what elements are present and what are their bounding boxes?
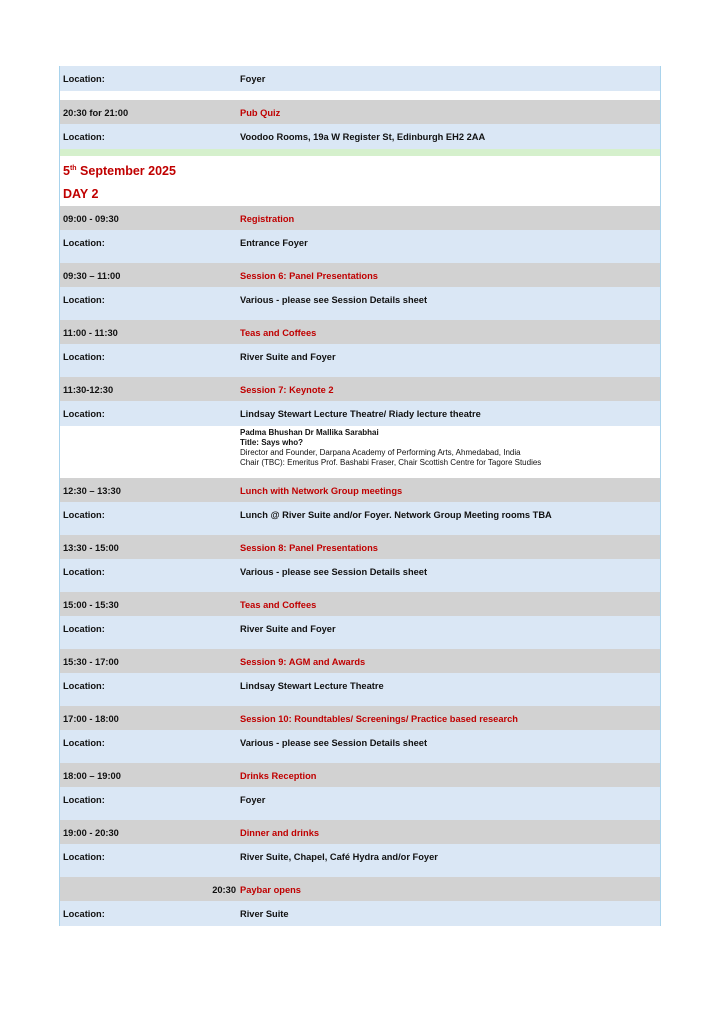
table-row xyxy=(60,763,660,787)
table-row xyxy=(60,206,660,230)
session-time: 09:00 - 09:30 xyxy=(63,214,119,224)
location-value: Lindsay Stewart Lecture Theatre xyxy=(240,681,384,691)
keynote-speaker: Padma Bhushan Dr Mallika Sarabhai xyxy=(240,428,379,437)
table-row xyxy=(60,124,660,149)
location-value: Various - please see Session Details sheet xyxy=(240,295,428,305)
session-title: Pub Quiz xyxy=(240,108,281,118)
location-label: Location: xyxy=(63,409,105,419)
table-row xyxy=(60,901,660,926)
session-time: 15:00 - 15:30 xyxy=(63,600,119,610)
location-value: River Suite, Chapel, Café Hydra and/or Foyer xyxy=(240,852,438,862)
spacer-row xyxy=(60,641,660,649)
keynote-title: Title: Says who? xyxy=(240,438,303,447)
location-label: Location: xyxy=(63,852,105,862)
session-time: 09:30 – 11:00 xyxy=(63,271,121,281)
session-title: Session 8: Panel Presentations xyxy=(240,543,378,553)
session-title: Session 7: Keynote 2 xyxy=(240,385,334,395)
location-value: Foyer xyxy=(240,74,266,84)
session-time: 20:30 for 21:00 xyxy=(63,108,129,118)
table-row xyxy=(60,706,660,730)
spacer-row xyxy=(60,698,660,706)
session-time: 11:30-12:30 xyxy=(63,385,114,395)
table-row xyxy=(60,377,660,401)
session-time: 15:30 - 17:00 xyxy=(63,657,119,667)
session-time: 18:00 – 19:00 xyxy=(63,771,121,781)
spacer-row xyxy=(60,312,660,320)
table-row xyxy=(60,559,660,584)
session-title: Teas and Coffees xyxy=(240,328,317,338)
session-title: Lunch with Network Group meetings xyxy=(240,486,403,496)
location-value: River Suite and Foyer xyxy=(240,624,336,634)
session-title: Drinks Reception xyxy=(240,771,317,781)
location-value: River Suite xyxy=(240,909,289,919)
keynote-details xyxy=(240,428,541,468)
location-label: Location: xyxy=(63,74,105,84)
location-label: Location: xyxy=(63,295,105,305)
table-row xyxy=(60,502,660,527)
spacer-row xyxy=(60,149,660,156)
table-row xyxy=(60,401,660,426)
location-label: Location: xyxy=(63,510,105,520)
location-label: Location: xyxy=(63,132,105,142)
location-label: Location: xyxy=(63,567,105,577)
table-row xyxy=(60,877,660,901)
date-heading: 5th September 2025 xyxy=(63,164,176,178)
spacer-row xyxy=(60,869,660,877)
session-time: 17:00 - 18:00 xyxy=(63,714,119,724)
session-time: 13:30 - 15:00 xyxy=(63,543,119,553)
spacer-row xyxy=(60,755,660,763)
session-title: Session 6: Panel Presentations xyxy=(240,271,378,281)
location-label: Location: xyxy=(63,795,105,805)
table-row xyxy=(60,730,660,755)
spacer-row xyxy=(60,527,660,535)
session-time: 20:30 xyxy=(212,885,236,895)
session-title: Dinner and drinks xyxy=(240,828,320,838)
spacer-row xyxy=(60,255,660,263)
spacer-row xyxy=(60,584,660,592)
location-label: Location: xyxy=(63,352,105,362)
table-row xyxy=(60,100,660,124)
session-time: 11:00 - 11:30 xyxy=(63,328,118,338)
location-value: Lunch @ River Suite and/or Foyer. Network Group Meeting rooms TBA xyxy=(240,510,552,520)
schedule-table xyxy=(60,66,660,926)
table-row xyxy=(60,287,660,312)
table-row xyxy=(60,649,660,673)
location-value: Various - please see Session Details sheet xyxy=(240,738,428,748)
day-heading: DAY 2 xyxy=(63,187,99,201)
table-row xyxy=(60,616,660,641)
keynote-chair: Chair (TBC): Emeritus Prof. Bashabi Fraser, Chair Scottish Centre for Tagore Studies xyxy=(240,458,542,467)
session-title: Session 9: AGM and Awards xyxy=(240,657,366,667)
location-value: Various - please see Session Details sheet xyxy=(240,567,428,577)
table-row xyxy=(60,320,660,344)
location-value: Entrance Foyer xyxy=(240,238,308,248)
session-title: Session 10: Roundtables/ Screenings/ Practice based research xyxy=(240,714,518,724)
spacer-row xyxy=(60,91,660,100)
table-row xyxy=(60,673,660,698)
location-value: Lindsay Stewart Lecture Theatre/ Riady lecture theatre xyxy=(240,409,481,419)
location-value: River Suite and Foyer xyxy=(240,352,336,362)
keynote-role: Director and Founder, Darpana Academy of Performing Arts, Ahmedabad, India xyxy=(240,448,521,457)
table-row xyxy=(60,844,660,869)
session-title: Paybar opens xyxy=(240,885,301,895)
table-row xyxy=(60,820,660,844)
table-row xyxy=(60,66,660,91)
location-value: Voodoo Rooms, 19a W Register St, Edinburgh EH2 2AA xyxy=(240,132,486,142)
table-row xyxy=(60,344,660,369)
table-row xyxy=(60,230,660,255)
location-label: Location: xyxy=(63,738,105,748)
date-heading-row xyxy=(60,156,660,184)
table-row xyxy=(60,592,660,616)
session-time: 12:30 – 13:30 xyxy=(63,486,121,496)
day-heading-row xyxy=(60,184,660,206)
location-label: Location: xyxy=(63,238,105,248)
location-label: Location: xyxy=(63,624,105,634)
spacer-row xyxy=(60,369,660,377)
table-row xyxy=(60,787,660,812)
spacer-row xyxy=(60,812,660,820)
location-label: Location: xyxy=(63,909,105,919)
keynote-details-row xyxy=(60,426,660,478)
session-title: Registration xyxy=(240,214,295,224)
table-row xyxy=(60,263,660,287)
location-value: Foyer xyxy=(240,795,266,805)
table-row xyxy=(60,535,660,559)
session-time: 19:00 - 20:30 xyxy=(63,828,119,838)
table-row xyxy=(60,478,660,502)
location-label: Location: xyxy=(63,681,105,691)
session-title: Teas and Coffees xyxy=(240,600,317,610)
